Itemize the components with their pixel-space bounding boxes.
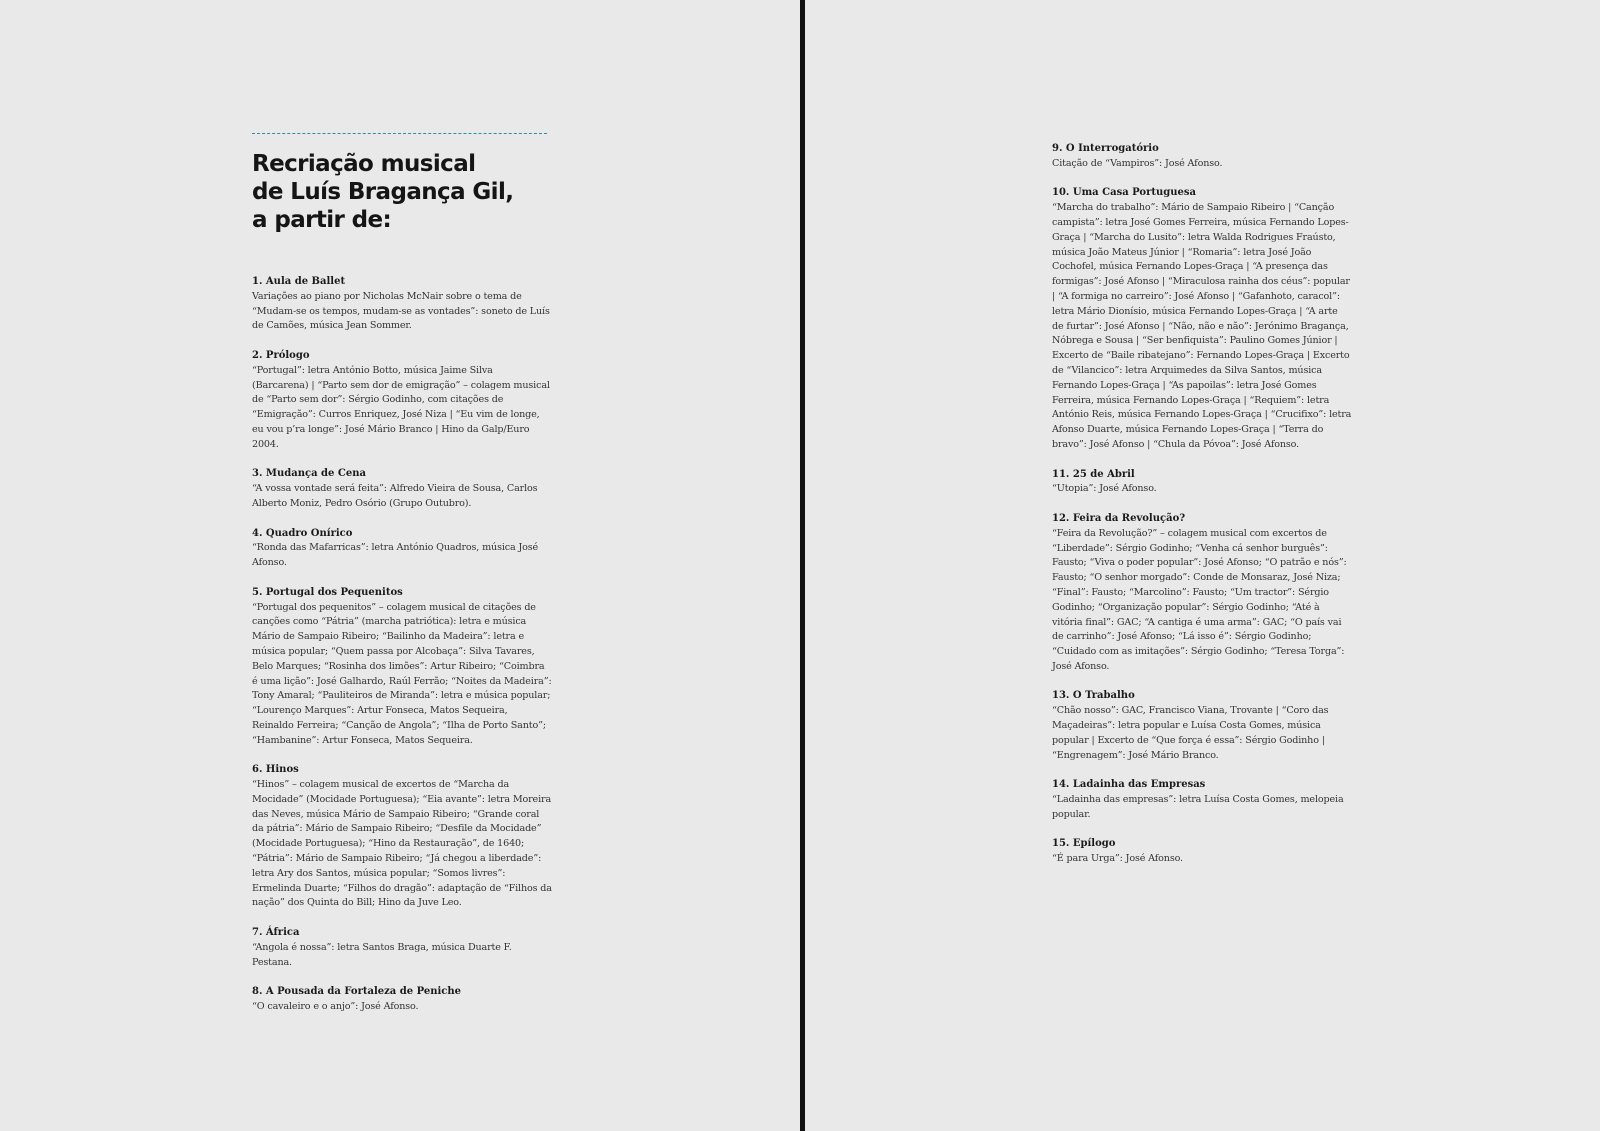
track-credits: “A vossa vontade será feita”: Alfredo Vieira de Sousa, Carlos Alberto Moniz, Pedro Osório (Grupo Outubro). [252, 483, 538, 509]
track-title: 9. O Interrogatório [1052, 143, 1159, 154]
right-column [1052, 142, 1352, 882]
track-item [252, 763, 552, 911]
track-credits: “Angola é nossa”: letra Santos Braga, música Duarte F. Pestana. [252, 941, 512, 968]
track-credits: “Ladainha das empresas”: letra Luísa Costa Gomes, melopeia popular. [1052, 794, 1344, 820]
heading-line: Recriação musical [252, 151, 476, 177]
track-item [1052, 468, 1352, 498]
track-credits: “Ronda das Mafarricas”: letra António Quadros, música José Afonso. [252, 542, 539, 569]
track-credits: “O cavaleiro e o anjo”: José Afonso. [252, 1001, 419, 1013]
track-item [1052, 186, 1352, 452]
track-credits: “Portugal dos pequenitos” – colagem musical de citações de canções como “Pátria” (marcha patriótica): letra e música Mário de Sampaio Ribeiro; “Bailinho da Madeira”: letra e música popular; “Quem passa por Alcobaça”: Silva Tavares, Belo Marques; “Rosinha dos limões”: Artur Ribeiro; “Coimbra é uma lição”: José Galhardo, Raúl Ferrão; “Noites da Madeira”: Tony Amaral; “Pauliteiros de Miranda”: letra e música popular; “Lourenço Marques”: Artur Fonseca, Matos Sequeira, Reinaldo Ferreira; “Canção de Angola”; “Ilha de Porto Santo”; “Hambanine”: Artur Fonseca, Matos Sequeira. [252, 601, 552, 746]
track-credits: “Utopia”: José Afonso. [1052, 483, 1157, 495]
track-title: 15. Epílogo [1052, 838, 1116, 850]
track-title: 3. Mudança de Cena [252, 468, 366, 480]
track-title: 7. África [252, 927, 300, 939]
page-heading [252, 150, 572, 234]
track-title: 11. 25 de Abril [1052, 468, 1135, 480]
track-title: 1. Aula de Ballet [252, 276, 346, 287]
track-item [1052, 689, 1352, 763]
heading-line: de Luís Bragança Gil, [252, 179, 514, 205]
track-title: 13. O Trabalho [1052, 690, 1135, 702]
track-item [252, 467, 552, 511]
track-credits: Citação de “Vampiros”: José Afonso. [1052, 157, 1223, 169]
track-title: 12. Feira da Revolução? [1052, 512, 1186, 524]
track-credits: “Marcha do trabalho”: Mário de Sampaio Ribeiro | “Canção campista”: letra José Gomes Ferreira, música Fernando Lopes-Graça | “Marcha do Lusito”: letra Walda Rodrigues Fraústo, música João Mateus Júnior | “Romaria”: letra José João Cochofel, música Fernando Lopes-Graça | “A presença das formigas”: José Afonso | “Miraculosa rainha dos céus”: popular | “A formiga no carreiro”: José Afonso | “Gafanhoto, caracol”: letra Mário Dionísio, música Fernando Lopes-Graça | “A arte de furtar”: José Afonso | “Não, não e não”: Jerónimo Bragança, Nóbrega e Sousa | “Ser benfiquista”: Paulino Gomes Júnior | Excerto de “Baile ribatejano”: Fernando Lopes-Graça | Excerto de “Vilancico”: letra Arquimedes da Silva Santos, música Fernando Lopes-Graça | “As papoilas”: letra José Gomes Ferreira, música Fernando Lopes-Graça | “Requiem”: letra António Reis, música Fernando Lopes-Graça | “Crucifixo”: letra Afonso Duarte, música Fernando Lopes-Graça | “Terra do bravo”: José Afonso | “Chula da Póvoa”: José Afonso. [1052, 202, 1352, 450]
track-title: 6. Hinos [252, 764, 299, 776]
track-title: 8. A Pousada da Fortaleza de Peniche [252, 986, 461, 998]
track-item [252, 527, 552, 571]
track-title: 5. Portugal dos Pequenitos [252, 586, 403, 598]
track-item [1052, 142, 1352, 172]
track-credits: “Chão nosso”: GAC, Francisco Viana, Trovante | “Coro das Maçadeiras”: letra popular e Luísa Costa Gomes, música popular | Excerto de “Que força é essa”: Sérgio Godinho | “Engrenagem”: José Mário Branco. [1052, 705, 1329, 761]
dashed-rule [252, 133, 547, 134]
track-credits: “É para Urga”: José Afonso. [1052, 853, 1183, 865]
track-title: 14. Ladainha das Empresas [1052, 779, 1206, 791]
track-credits: “Portugal”: letra António Botto, música Jaime Silva (Barcarena) | “Parto sem dor de emigração” – colagem musical de “Parto sem dor”: Sérgio Godinho, com citações de “Emigração”: Curros Enriquez, José Niza | “Eu vim de longe, eu vou p’ra longe”: José Mário Branco | Hino da Galp/Euro 2004. [252, 364, 550, 450]
heading-line: a partir de: [252, 207, 392, 233]
track-item [1052, 512, 1352, 675]
track-credits: Variações ao piano por Nicholas McNair sobre o tema de “Mudam-se os tempos, mudam-se as vontades”: soneto de Luís de Camões, música Jean Sommer. [252, 290, 550, 332]
track-item [252, 586, 552, 749]
track-credits: “Hinos” – colagem musical de excertos de “Marcha da Mocidade” (Mocidade Portuguesa); “Eia avante”: letra Moreira das Neves, música Mário de Sampaio Ribeiro; “Grande coral da pátria”: Mário de Sampaio Ribeiro; “Desfile da Mocidade” (Mocidade Portuguesa); “Hino da Restauração”, de 1640; “Pátria”: Mário de Sampaio Ribeiro; “Já chegou a liberdade”: letra Ary dos Santos, música popular; “Somos livres”: Ermelinda Duarte; “Filhos do dragão”: adaptação de “Filhos da nação” dos Quinta do Bill; Hino da Juve Leo. [252, 779, 552, 909]
track-item [252, 349, 552, 453]
track-credits: “Feira da Revolução?” – colagem musical com excertos de “Liberdade”: Sérgio Godinho; “Venha cá senhor burguês”: Fausto; “Viva o poder popular”: José Afonso; “O patrão e nós”: Fausto; “O senhor morgado”: Conde de Monsaraz, José Niza; “Final”: Fausto; “Marcolino”: Fausto; “Um tractor”: Sérgio Godinho; “Organização popular”: Sérgio Godinho; “Até à vitória final”: GAC; “A cantiga é uma arma”: GAC; “O país vai de carrinho”: José Afonso; “Lá isso é”: Sérgio Godinho; “Cuidado com as imitações”: Sérgio Godinho; “Teresa Torga”: José Afonso. [1052, 527, 1347, 672]
track-title: 2. Prólogo [252, 349, 310, 361]
track-title: 10. Uma Casa Portuguesa [1052, 187, 1196, 199]
left-column [252, 275, 552, 1030]
track-item [1052, 837, 1352, 867]
track-item [252, 275, 552, 334]
track-item [252, 985, 552, 1015]
track-title: 4. Quadro Onírico [252, 527, 353, 539]
track-item [1052, 778, 1352, 822]
track-item [252, 926, 552, 970]
